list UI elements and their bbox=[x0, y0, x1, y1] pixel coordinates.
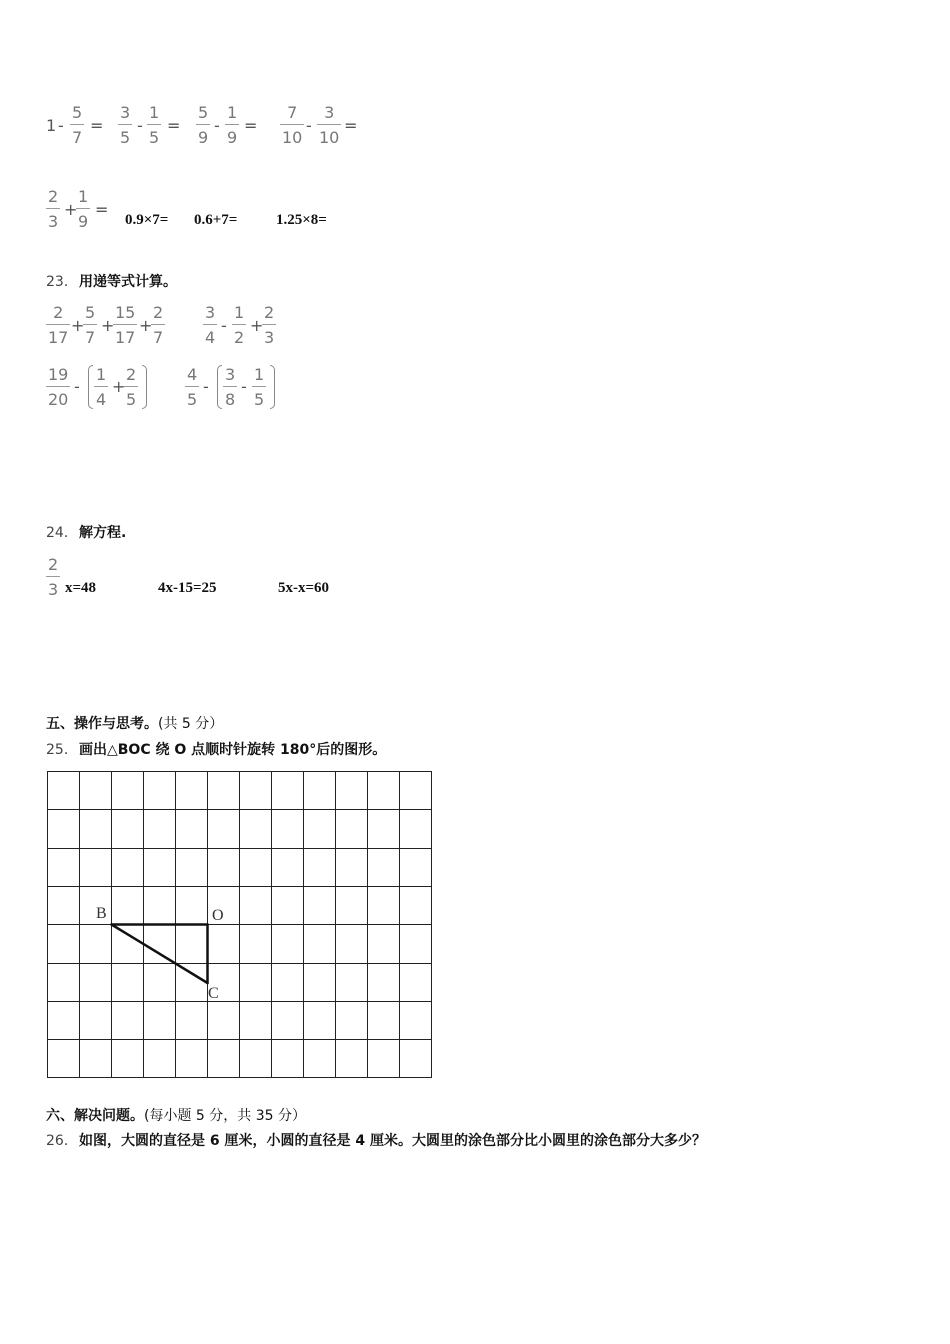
fraction-term: 2 bbox=[126, 365, 137, 384]
fraction-term: 20 bbox=[48, 390, 69, 409]
fraction-term: 2 bbox=[264, 303, 275, 322]
plus-sign: + bbox=[250, 316, 264, 335]
fraction-term: 5 bbox=[198, 103, 209, 122]
fraction-term: 7 bbox=[153, 328, 164, 347]
fraction-bar bbox=[70, 124, 84, 125]
fraction-bar bbox=[113, 324, 137, 325]
minus-sign: - bbox=[203, 377, 209, 396]
triangle-boc bbox=[112, 925, 208, 984]
fraction bbox=[185, 365, 199, 409]
fraction-term: 5 bbox=[149, 128, 160, 147]
fraction-term: 17 bbox=[48, 328, 69, 347]
left-parenthesis bbox=[88, 365, 93, 409]
fraction-term: 2 bbox=[48, 187, 59, 206]
equation-3: 5x-x=60 bbox=[278, 580, 330, 596]
fraction-term: 3 bbox=[120, 103, 131, 122]
plus-sign: + bbox=[112, 377, 126, 396]
fraction-term: 5 bbox=[254, 390, 265, 409]
lead-number: 1 bbox=[46, 116, 57, 135]
fraction bbox=[70, 103, 84, 147]
minus-sign: - bbox=[221, 316, 227, 335]
fraction bbox=[252, 365, 266, 409]
expression-0-9x7: 0.9×7= bbox=[125, 212, 169, 228]
fraction-term: 1 bbox=[96, 365, 107, 384]
minus-sign: - bbox=[214, 116, 220, 135]
plus-sign: + bbox=[64, 200, 78, 219]
fraction-term: 19 bbox=[48, 365, 69, 384]
equals-sign: = bbox=[167, 116, 181, 135]
minus-sign: - bbox=[241, 377, 247, 396]
fraction-term: 2 bbox=[234, 328, 245, 347]
fraction-term: 5 bbox=[120, 128, 131, 147]
section-5-heading: 五、操作与思考。(共 5 分） bbox=[46, 716, 224, 732]
question-23-number: 23． bbox=[46, 274, 78, 290]
fraction-term: 2 bbox=[153, 303, 164, 322]
fraction-bar bbox=[151, 324, 165, 325]
fraction-term: 1 bbox=[149, 103, 160, 122]
fraction-term: 1 bbox=[227, 103, 238, 122]
fraction-term: 1 bbox=[254, 365, 265, 384]
fraction-term: 3 bbox=[324, 103, 335, 122]
fraction-bar bbox=[203, 324, 217, 325]
fraction-term: 15 bbox=[115, 303, 136, 322]
left-parenthesis bbox=[217, 365, 222, 409]
fraction bbox=[151, 303, 165, 347]
label-c: C bbox=[208, 985, 219, 1002]
fraction bbox=[147, 103, 161, 147]
minus-sign: - bbox=[137, 116, 143, 135]
fraction-term: 17 bbox=[115, 328, 136, 347]
fraction-term: 3 bbox=[48, 212, 59, 231]
section-6-heading: 六、解决问题。(每小题 5 分，共 35 分） bbox=[46, 1108, 306, 1124]
fraction bbox=[46, 303, 70, 347]
fraction-term: 3 bbox=[205, 303, 216, 322]
fraction bbox=[76, 187, 90, 231]
fraction bbox=[46, 365, 70, 409]
fraction-bar bbox=[280, 124, 304, 125]
fraction-term: 8 bbox=[225, 390, 236, 409]
fraction-bar bbox=[46, 324, 70, 325]
fraction-term: 9 bbox=[78, 212, 89, 231]
fraction-bar bbox=[76, 208, 90, 209]
plus-sign: + bbox=[71, 316, 85, 335]
plus-sign: + bbox=[139, 316, 153, 335]
fraction-term: 2 bbox=[53, 303, 64, 322]
fraction-bar bbox=[232, 324, 246, 325]
fraction-term: 1 bbox=[234, 303, 245, 322]
equation-1: x=48 bbox=[65, 580, 97, 596]
fraction-term: 4 bbox=[187, 365, 198, 384]
question-23-title: 用递等式计算。 bbox=[79, 274, 177, 290]
fraction-bar bbox=[223, 386, 237, 387]
fraction bbox=[113, 303, 137, 347]
question-24-number: 24． bbox=[46, 525, 78, 541]
fraction bbox=[46, 187, 60, 231]
fraction-term: 4 bbox=[205, 328, 216, 347]
fraction-bar bbox=[83, 324, 97, 325]
fraction bbox=[223, 365, 237, 409]
fraction-bar bbox=[94, 386, 108, 387]
equals-sign: = bbox=[95, 200, 109, 219]
fraction-bar bbox=[196, 124, 210, 125]
fraction-bar bbox=[252, 386, 266, 387]
fraction bbox=[232, 303, 246, 347]
fraction-bar bbox=[46, 576, 60, 577]
fraction bbox=[225, 103, 239, 147]
fraction-term: 3 bbox=[225, 365, 236, 384]
grid-lines bbox=[48, 772, 432, 1078]
fraction bbox=[118, 103, 132, 147]
fraction-bar bbox=[147, 124, 161, 125]
question-26-number: 26． bbox=[46, 1133, 78, 1149]
fraction bbox=[46, 555, 60, 599]
fraction-bar bbox=[262, 324, 276, 325]
fraction-term: 10 bbox=[319, 128, 340, 147]
fraction-term: 4 bbox=[96, 390, 107, 409]
fraction-term: 1 bbox=[78, 187, 89, 206]
question-24-title: 解方程. bbox=[79, 525, 127, 541]
minus-sign: - bbox=[306, 116, 312, 135]
fraction-bar bbox=[185, 386, 199, 387]
right-parenthesis bbox=[142, 365, 147, 409]
fraction-term: 5 bbox=[85, 303, 96, 322]
fraction-term: 5 bbox=[126, 390, 137, 409]
label-b: B bbox=[96, 905, 107, 922]
grid-figure bbox=[46, 770, 434, 1080]
fraction-term: 7 bbox=[72, 128, 83, 147]
fraction bbox=[280, 103, 304, 147]
fraction-term: 3 bbox=[48, 580, 59, 599]
equals-sign: = bbox=[90, 116, 104, 135]
expression-1-25x8: 1.25×8= bbox=[276, 212, 327, 228]
fraction bbox=[196, 103, 210, 147]
right-parenthesis bbox=[270, 365, 275, 409]
fraction-bar bbox=[124, 386, 138, 387]
fraction-bar bbox=[317, 124, 341, 125]
fraction bbox=[317, 103, 341, 147]
fraction-term: 10 bbox=[282, 128, 303, 147]
fraction-term: 7 bbox=[85, 328, 96, 347]
question-25-title: 画出△BOC 绕 O 点顺时针旋转 180°后的图形。 bbox=[79, 742, 387, 758]
segment-bc bbox=[112, 925, 208, 984]
fraction-term: 3 bbox=[264, 328, 275, 347]
label-o: O bbox=[212, 907, 224, 924]
expression-0-6plus7: 0.6+7= bbox=[194, 212, 238, 228]
fraction-term: 9 bbox=[227, 128, 238, 147]
fraction-term: 5 bbox=[187, 390, 198, 409]
fraction bbox=[124, 365, 138, 409]
fraction-term: 9 bbox=[198, 128, 209, 147]
fraction-bar bbox=[46, 386, 70, 387]
equals-sign: = bbox=[344, 116, 358, 135]
equals-sign: = bbox=[244, 116, 258, 135]
question-25-number: 25． bbox=[46, 742, 78, 758]
minus-sign: - bbox=[74, 377, 80, 396]
fraction-term: 7 bbox=[287, 103, 298, 122]
plus-sign: + bbox=[101, 316, 115, 335]
fraction bbox=[262, 303, 276, 347]
fraction-bar bbox=[225, 124, 239, 125]
fraction-term: 2 bbox=[48, 555, 59, 574]
fraction-term: 5 bbox=[72, 103, 83, 122]
fraction-bar bbox=[118, 124, 132, 125]
fraction bbox=[203, 303, 217, 347]
equation-2: 4x-15=25 bbox=[158, 580, 217, 596]
fraction bbox=[94, 365, 108, 409]
question-26-title: 如图，大圆的直径是 6 厘米，小圆的直径是 4 厘米。大圆里的涂色部分比小圆里的涂色部分大多少？ bbox=[79, 1133, 706, 1149]
fraction-bar bbox=[46, 208, 60, 209]
minus-sign: - bbox=[58, 116, 64, 135]
fraction bbox=[83, 303, 97, 347]
